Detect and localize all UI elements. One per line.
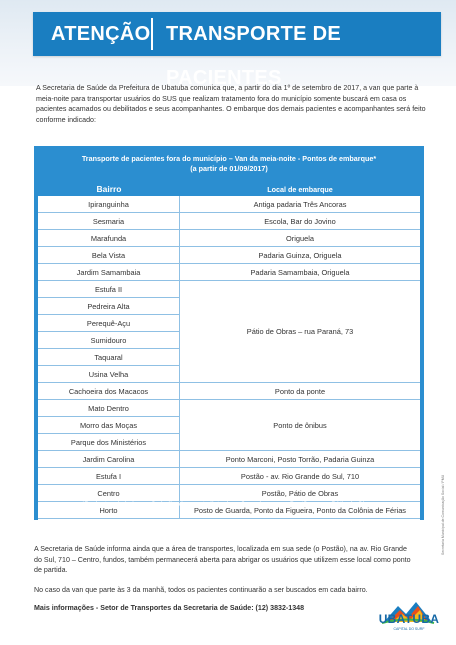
local-cell-merged: Pátio de Obras – rua Paraná, 73 xyxy=(180,281,420,383)
local-cell-merged: Ponto de ônibus xyxy=(180,400,420,451)
bairro-cell: Ipiranguinha xyxy=(38,196,180,213)
bairro-cell: Mato Dentro xyxy=(38,400,180,417)
local-cell: Escola, Bar do Jovino xyxy=(180,213,420,230)
bairro-cell: Jardim Samambaia xyxy=(38,264,180,281)
bairro-cell: Centro xyxy=(38,485,180,502)
bairro-cell: Horto xyxy=(38,502,180,519)
table-footnote: *Pacientes de bairros não indicados nesta lista deverão embarcar no Postão ou no Pátio de Obras xyxy=(82,501,376,508)
table-header xyxy=(38,183,420,196)
logo-wordmark: UBATUBA xyxy=(378,612,440,626)
contact-line: Mais informações - Setor de Transportes da Secretaria de Saúde: (12) 3832-1348 xyxy=(34,604,305,612)
closing-text xyxy=(34,544,412,604)
column-header-bairro: Bairro xyxy=(96,184,122,194)
bairro-cell: Jardim Carolina xyxy=(38,451,180,468)
local-cell: Postão, Pátio de Obras xyxy=(180,485,420,502)
bairro-cell: Morro das Moças xyxy=(38,417,180,434)
bairro-cell: Perequê-Açu xyxy=(38,315,180,332)
bairro-cell: Usina Velha xyxy=(38,366,180,383)
bairro-cell: Estufa I xyxy=(38,468,180,485)
header-banner xyxy=(0,0,456,89)
attention-badge: ATENÇÃO xyxy=(51,23,151,45)
closing-paragraph-2: No caso da van que parte às 3 da manhã, todos os pacientes continuarão a ser buscados em cada bairro. xyxy=(34,585,368,594)
bairro-cell: Bela Vista xyxy=(38,247,180,264)
header-bar xyxy=(33,12,441,89)
bairro-cell: Taquaral xyxy=(38,349,180,366)
bairro-cell: Cachoeira dos Macacos xyxy=(38,383,180,400)
table-title-line1: Transporte de pacientes fora do município – Van da meia-noite - Pontos de embarque* xyxy=(81,154,377,163)
closing-paragraph-1: A Secretaria de Saúde informa ainda que a área de transportes, localizada em sua sede (o Postão), na av. Rio Grande do Sul, 710 – Centro, fundos, também permanecerá aberta para abrigar os usuários que utilizem esse local como ponto de partida. xyxy=(34,545,411,575)
local-cell: Ponto Marconi, Posto Torrão, Padaria Guinza xyxy=(180,451,420,468)
local-cell: Origuela xyxy=(180,230,420,247)
local-cell: Padaria Guinza, Origuela xyxy=(180,247,420,264)
table-title-line2: (a partir de 01/09/2017) xyxy=(190,164,268,173)
bairro-cell: Sumidouro xyxy=(38,332,180,349)
bairro-cell: Parque dos Ministérios xyxy=(38,434,180,451)
local-cell: Posto de Guarda, Ponto da Figueira, Ponto da Colônia de Férias xyxy=(180,502,420,519)
bairro-cell: Sesmaria xyxy=(38,213,180,230)
credit-note: Secretaria Municipal de Comunicação Social / PMU xyxy=(441,474,445,555)
table-title xyxy=(34,154,424,174)
logo-tagline: CAPITAL DO SURF xyxy=(393,627,425,631)
boarding-table xyxy=(34,146,424,520)
column-header-local: Local de embarque xyxy=(267,185,333,194)
intro-text: A Secretaria de Saúde da Prefeitura de Ubatuba comunica que, a partir do dia 1º de setembro de 2017, a van que parte à meia-noite para transportar usuários do SUS que realizam tratamento fora do município somente buscará em casa os pacientes acamados ou debilitados e seus acompanhantes. O embarque dos demais pacientes e acompanhantes será feito conforme indicado: xyxy=(36,84,426,124)
header-divider xyxy=(151,18,153,50)
local-cell: Postão - av. Rio Grande do Sul, 710 xyxy=(180,468,420,485)
local-cell: Padaria Samambaia, Origuela xyxy=(180,264,420,281)
local-cell: Ponto da ponte xyxy=(180,383,420,400)
page-title: TRANSPORTE DE PACIENTES xyxy=(166,23,342,89)
bairro-cell: Marafunda xyxy=(38,230,180,247)
local-cell: Antiga padaria Três Ancoras xyxy=(180,196,420,213)
bairro-cell: Pedreira Alta xyxy=(38,298,180,315)
bairro-cell: Estufa II xyxy=(38,281,180,298)
